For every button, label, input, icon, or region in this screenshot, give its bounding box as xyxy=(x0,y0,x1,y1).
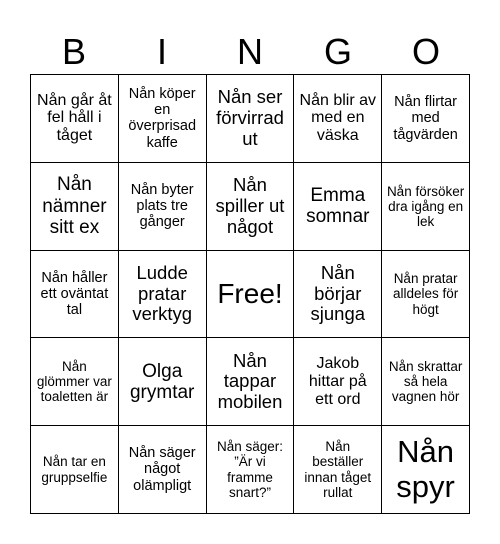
bingo-cell-r5c5[interactable] xyxy=(382,426,470,514)
header-letter-g: G xyxy=(323,31,352,72)
bingo-cell-r4c2[interactable] xyxy=(119,338,207,426)
bingo-cell-r4c4[interactable] xyxy=(294,338,382,426)
bingo-cell-r4c5[interactable] xyxy=(382,338,470,426)
bingo-cell-r2c2[interactable] xyxy=(119,163,207,251)
cell-text: Nån spiller ut något xyxy=(215,174,285,237)
cell-text: Nån säger något olämpligt xyxy=(128,445,196,494)
cell-text: Nån pratar alldeles för högt xyxy=(392,271,459,317)
bingo-cell-r2c5[interactable] xyxy=(382,163,470,251)
bingo-cell-r3c3[interactable] xyxy=(207,251,295,339)
bingo-cell-r1c3[interactable] xyxy=(207,75,295,163)
bingo-cell-r3c1[interactable] xyxy=(31,251,119,339)
cell-text: Nån försöker dra igång en lek xyxy=(386,183,465,229)
cell-text: Emma somnar xyxy=(306,184,370,228)
cell-text: Nån glömmer var toaletten är xyxy=(36,359,112,405)
header-letter-n: N xyxy=(237,31,263,72)
bingo-cell-r4c1[interactable] xyxy=(31,338,119,426)
bingo-cell-r4c3[interactable] xyxy=(207,338,295,426)
bingo-cell-r2c4[interactable] xyxy=(294,163,382,251)
bingo-board xyxy=(30,74,470,514)
cell-text: Nån skrattar så hela vagnen hör xyxy=(388,359,463,405)
bingo-cell-r1c1[interactable] xyxy=(31,75,119,163)
cell-text: Nån flirtar med tågvärden xyxy=(393,94,458,143)
cell-text: Nån ser förvirrad ut xyxy=(216,86,284,149)
cell-text: Nån nämner sitt ex xyxy=(42,174,107,238)
cell-text: Jakob hittar på ett ord xyxy=(308,354,367,408)
header-letter-i: I xyxy=(156,31,167,72)
header-letter-o: O xyxy=(411,31,440,72)
header-letter-b: B xyxy=(61,31,86,72)
cell-text: Nån blir av med en väska xyxy=(299,91,377,145)
cell-text: Nån spyr xyxy=(396,433,455,504)
cell-text: Nån köper en överprisad kaffe xyxy=(128,85,197,151)
cell-text: Nån börjar sjunga xyxy=(310,261,366,325)
bingo-cell-r5c1[interactable] xyxy=(31,426,119,514)
cell-text: Free! xyxy=(217,278,283,310)
bingo-cell-r2c3[interactable] xyxy=(207,163,295,251)
bingo-cell-r1c5[interactable] xyxy=(382,75,470,163)
cell-text: Olga grymtar xyxy=(129,360,195,403)
cell-text: Ludde pratar verktyg xyxy=(132,261,193,325)
bingo-cell-r1c2[interactable] xyxy=(119,75,207,163)
bingo-header xyxy=(30,30,470,74)
cell-text: Nån beställer innan tåget rullat xyxy=(304,439,372,500)
bingo-cell-r5c4[interactable] xyxy=(294,426,382,514)
cell-text: Nån säger: ”Är vi framme snart?” xyxy=(216,439,284,500)
bingo-cell-r3c4[interactable] xyxy=(294,251,382,339)
bingo-cell-r5c2[interactable] xyxy=(119,426,207,514)
cell-text: Nån byter plats tre gånger xyxy=(130,181,194,231)
bingo-cell-r1c4[interactable] xyxy=(294,75,382,163)
bingo-cell-r3c5[interactable] xyxy=(382,251,470,339)
cell-text: Nån håller ett oväntat tal xyxy=(40,269,109,319)
bingo-cell-r3c2[interactable] xyxy=(119,251,207,339)
cell-text: Nån tappar mobilen xyxy=(217,349,283,413)
cell-text: Nån går åt fel håll i tåget xyxy=(37,91,112,145)
bingo-cell-r5c3[interactable] xyxy=(207,426,295,514)
cell-text: Nån tar en gruppselfie xyxy=(41,454,108,485)
bingo-cell-r2c1[interactable] xyxy=(31,163,119,251)
